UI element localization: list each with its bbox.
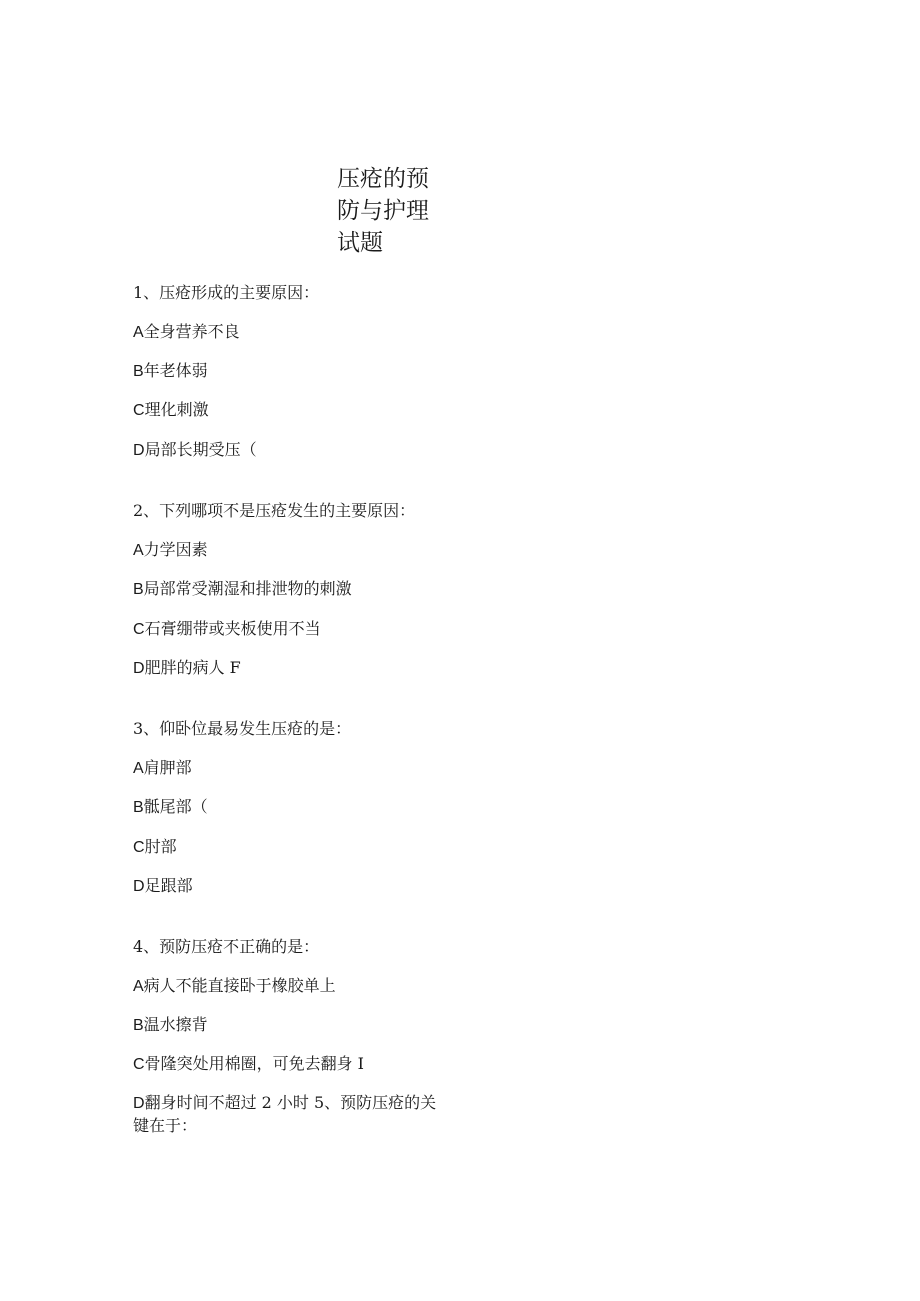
option-text: 骨隆突处用棉圈，可免去翻身 I bbox=[144, 1054, 364, 1073]
option-text: 温水擦背 bbox=[143, 1015, 208, 1034]
option-text: 骶尾部（ bbox=[143, 797, 208, 816]
question-1-option-c bbox=[133, 400, 209, 421]
question-3-stem: 3、仰卧位最易发生压疮的是： bbox=[133, 719, 352, 738]
option-letter: C bbox=[133, 402, 145, 419]
document-title bbox=[337, 163, 442, 259]
option-letter: D bbox=[133, 442, 145, 459]
question-3-option-a bbox=[133, 758, 192, 779]
option-text: 病人不能直接卧于橡胶单上 bbox=[143, 976, 336, 995]
title-line: 防与护理 bbox=[337, 198, 429, 224]
question-1-option-b bbox=[133, 361, 208, 382]
option-letter: B bbox=[133, 1017, 144, 1034]
option-letter: B bbox=[133, 581, 144, 598]
question-2-option-d bbox=[133, 658, 241, 679]
question-2-option-b bbox=[133, 579, 352, 600]
option-letter: A bbox=[133, 542, 144, 559]
option-text: 力学因素 bbox=[143, 540, 208, 559]
option-letter: D bbox=[133, 878, 145, 895]
option-text: 肩胛部 bbox=[143, 758, 192, 777]
question-2-stem: 2、下列哪项不是压疮发生的主要原因： bbox=[133, 501, 416, 520]
option-text: 局部长期受压（ bbox=[144, 440, 257, 459]
option-text: 翻身时间不超过 2 小时 5、预防压疮的关键在于： bbox=[133, 1093, 437, 1135]
question-2-option-c bbox=[133, 619, 321, 640]
question-4-option-a bbox=[133, 976, 336, 997]
option-letter: C bbox=[133, 621, 145, 638]
option-letter: A bbox=[133, 760, 144, 777]
question-2-option-a bbox=[133, 540, 208, 561]
option-letter: A bbox=[133, 324, 144, 341]
option-letter: C bbox=[133, 1056, 145, 1073]
option-text: 肘部 bbox=[144, 837, 177, 856]
title-line: 压疮的预 bbox=[337, 166, 429, 192]
option-text: 理化刺激 bbox=[144, 400, 209, 419]
option-letter: D bbox=[133, 1095, 145, 1112]
option-text: 石膏绷带或夹板使用不当 bbox=[144, 619, 321, 638]
option-letter: B bbox=[133, 799, 144, 816]
option-text: 局部常受潮湿和排泄物的刺激 bbox=[143, 579, 352, 598]
option-letter: D bbox=[133, 660, 145, 677]
option-letter: B bbox=[133, 363, 144, 380]
option-text: 全身营养不良 bbox=[143, 322, 240, 341]
question-3-option-d bbox=[133, 876, 193, 897]
option-text: 年老体弱 bbox=[143, 361, 208, 380]
question-4-option-d bbox=[133, 1092, 438, 1137]
question-1-stem: 1、压疮形成的主要原因： bbox=[133, 283, 320, 302]
question-3-option-b bbox=[133, 797, 208, 818]
option-letter: C bbox=[133, 839, 145, 856]
title-line: 试题 bbox=[337, 230, 383, 256]
question-4-option-b bbox=[133, 1015, 208, 1036]
option-text: 肥胖的病人 F bbox=[144, 658, 241, 677]
option-letter: A bbox=[133, 978, 144, 995]
option-text: 足跟部 bbox=[144, 876, 193, 895]
question-4-option-c bbox=[133, 1054, 364, 1075]
question-4-stem: 4、预防压疮不正确的是： bbox=[133, 937, 320, 956]
question-1-option-d bbox=[133, 440, 257, 461]
question-3-option-c bbox=[133, 837, 177, 858]
question-1-option-a bbox=[133, 322, 240, 343]
